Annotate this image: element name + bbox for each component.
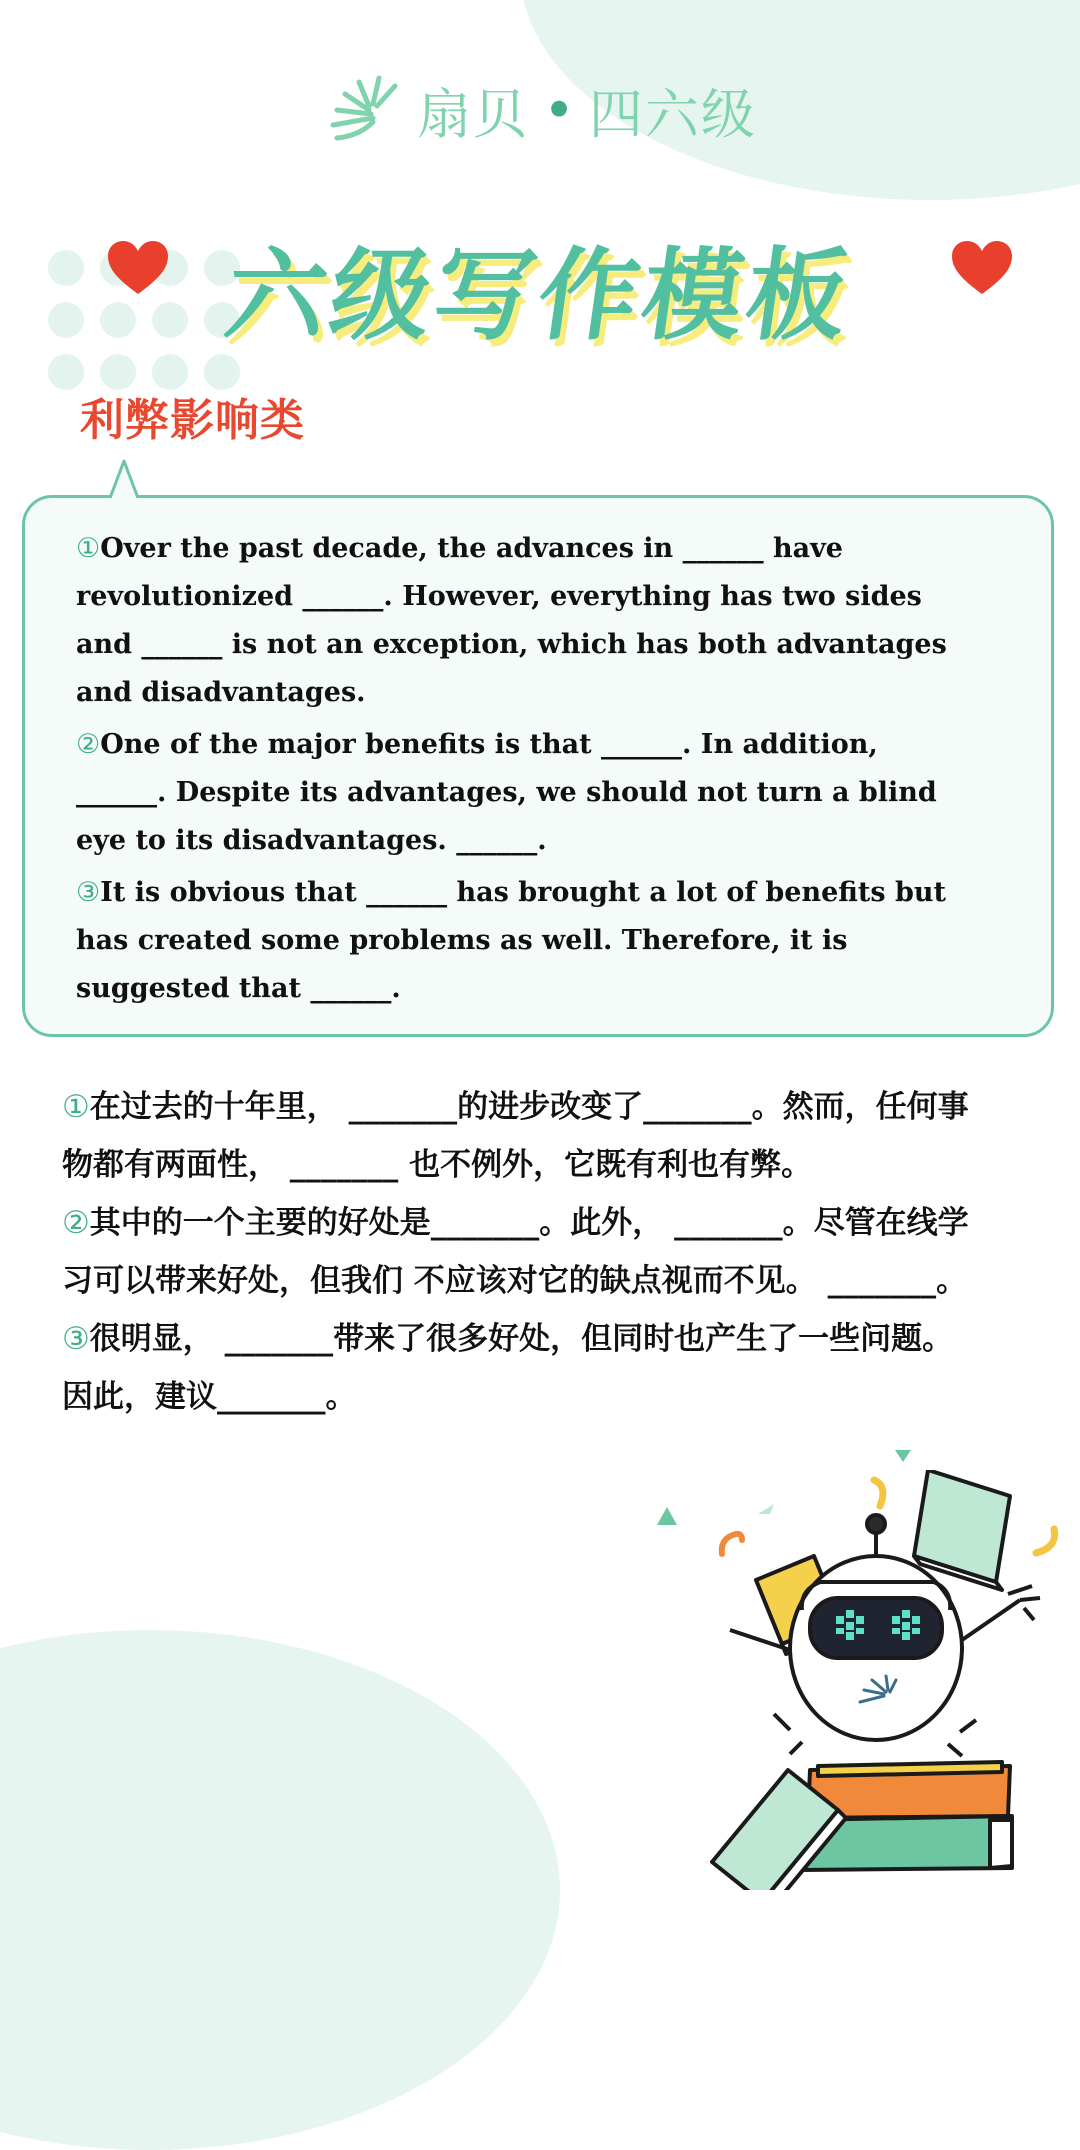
chinese-text-2: 其中的一个主要的好处是_______。此外， _______。尽管在线学习可以带来好处，但我们 不应该对它的缺点视而不见。 _______。 xyxy=(62,1205,969,1299)
paragraph-number-3: ③ xyxy=(76,877,101,908)
english-template-text xyxy=(76,525,976,1017)
cn-number-1: ① xyxy=(62,1089,90,1125)
speech-bubble-pointer xyxy=(108,458,148,500)
chinese-text-1: 在过去的十年里， _______的进步改变了_______。然而，任何事物都有两面性， _______ 也不例外，它既有利也有弊。 xyxy=(62,1089,969,1183)
chinese-paragraph-2 xyxy=(62,1194,982,1310)
cn-number-3: ③ xyxy=(62,1321,90,1357)
english-text-2: One of the major benefits is that ______. In addition, ______. Despite its advantages, we should not turn a blind eye to its disadvantages. ______. xyxy=(76,729,937,856)
english-text-1: Over the past decade, the advances in ______ have revolutionized ______. However, everything has two sides and ______ is not an exception, which has both advantages and disadvantages. xyxy=(76,533,947,708)
cn-number-2: ② xyxy=(62,1205,90,1241)
robot-mascot-icon xyxy=(690,1470,1070,1890)
section-subtitle: 利弊影响类 xyxy=(80,395,305,446)
confetti-triangle-icon xyxy=(893,1448,913,1464)
brand-separator: • xyxy=(543,78,575,142)
english-text-3: It is obvious that ______ has brought a lot of benefits but has created some problems as well. Therefore, it is suggested that ______. xyxy=(76,877,946,1004)
chinese-paragraph-3 xyxy=(62,1310,982,1426)
confetti-triangle-icon xyxy=(655,1505,679,1527)
page-title: 六级写作模板 xyxy=(218,237,860,354)
brand-product: 四六级 xyxy=(588,82,757,146)
english-paragraph-2 xyxy=(76,721,976,865)
shanbay-logo-icon xyxy=(323,70,403,150)
brand-header xyxy=(0,70,1080,154)
english-paragraph-1 xyxy=(76,525,976,717)
paragraph-number-1: ① xyxy=(76,533,101,564)
background-blob-bottom xyxy=(0,1630,560,2150)
chinese-text-3: 很明显， _______带来了很多好处，但同时也产生了一些问题。因此，建议_______。 xyxy=(62,1321,954,1415)
brand-name: 扇贝 xyxy=(417,82,530,146)
english-paragraph-3 xyxy=(76,869,976,1013)
chinese-template-text xyxy=(62,1078,982,1426)
chinese-paragraph-1 xyxy=(62,1078,982,1194)
paragraph-number-2: ② xyxy=(76,729,101,760)
